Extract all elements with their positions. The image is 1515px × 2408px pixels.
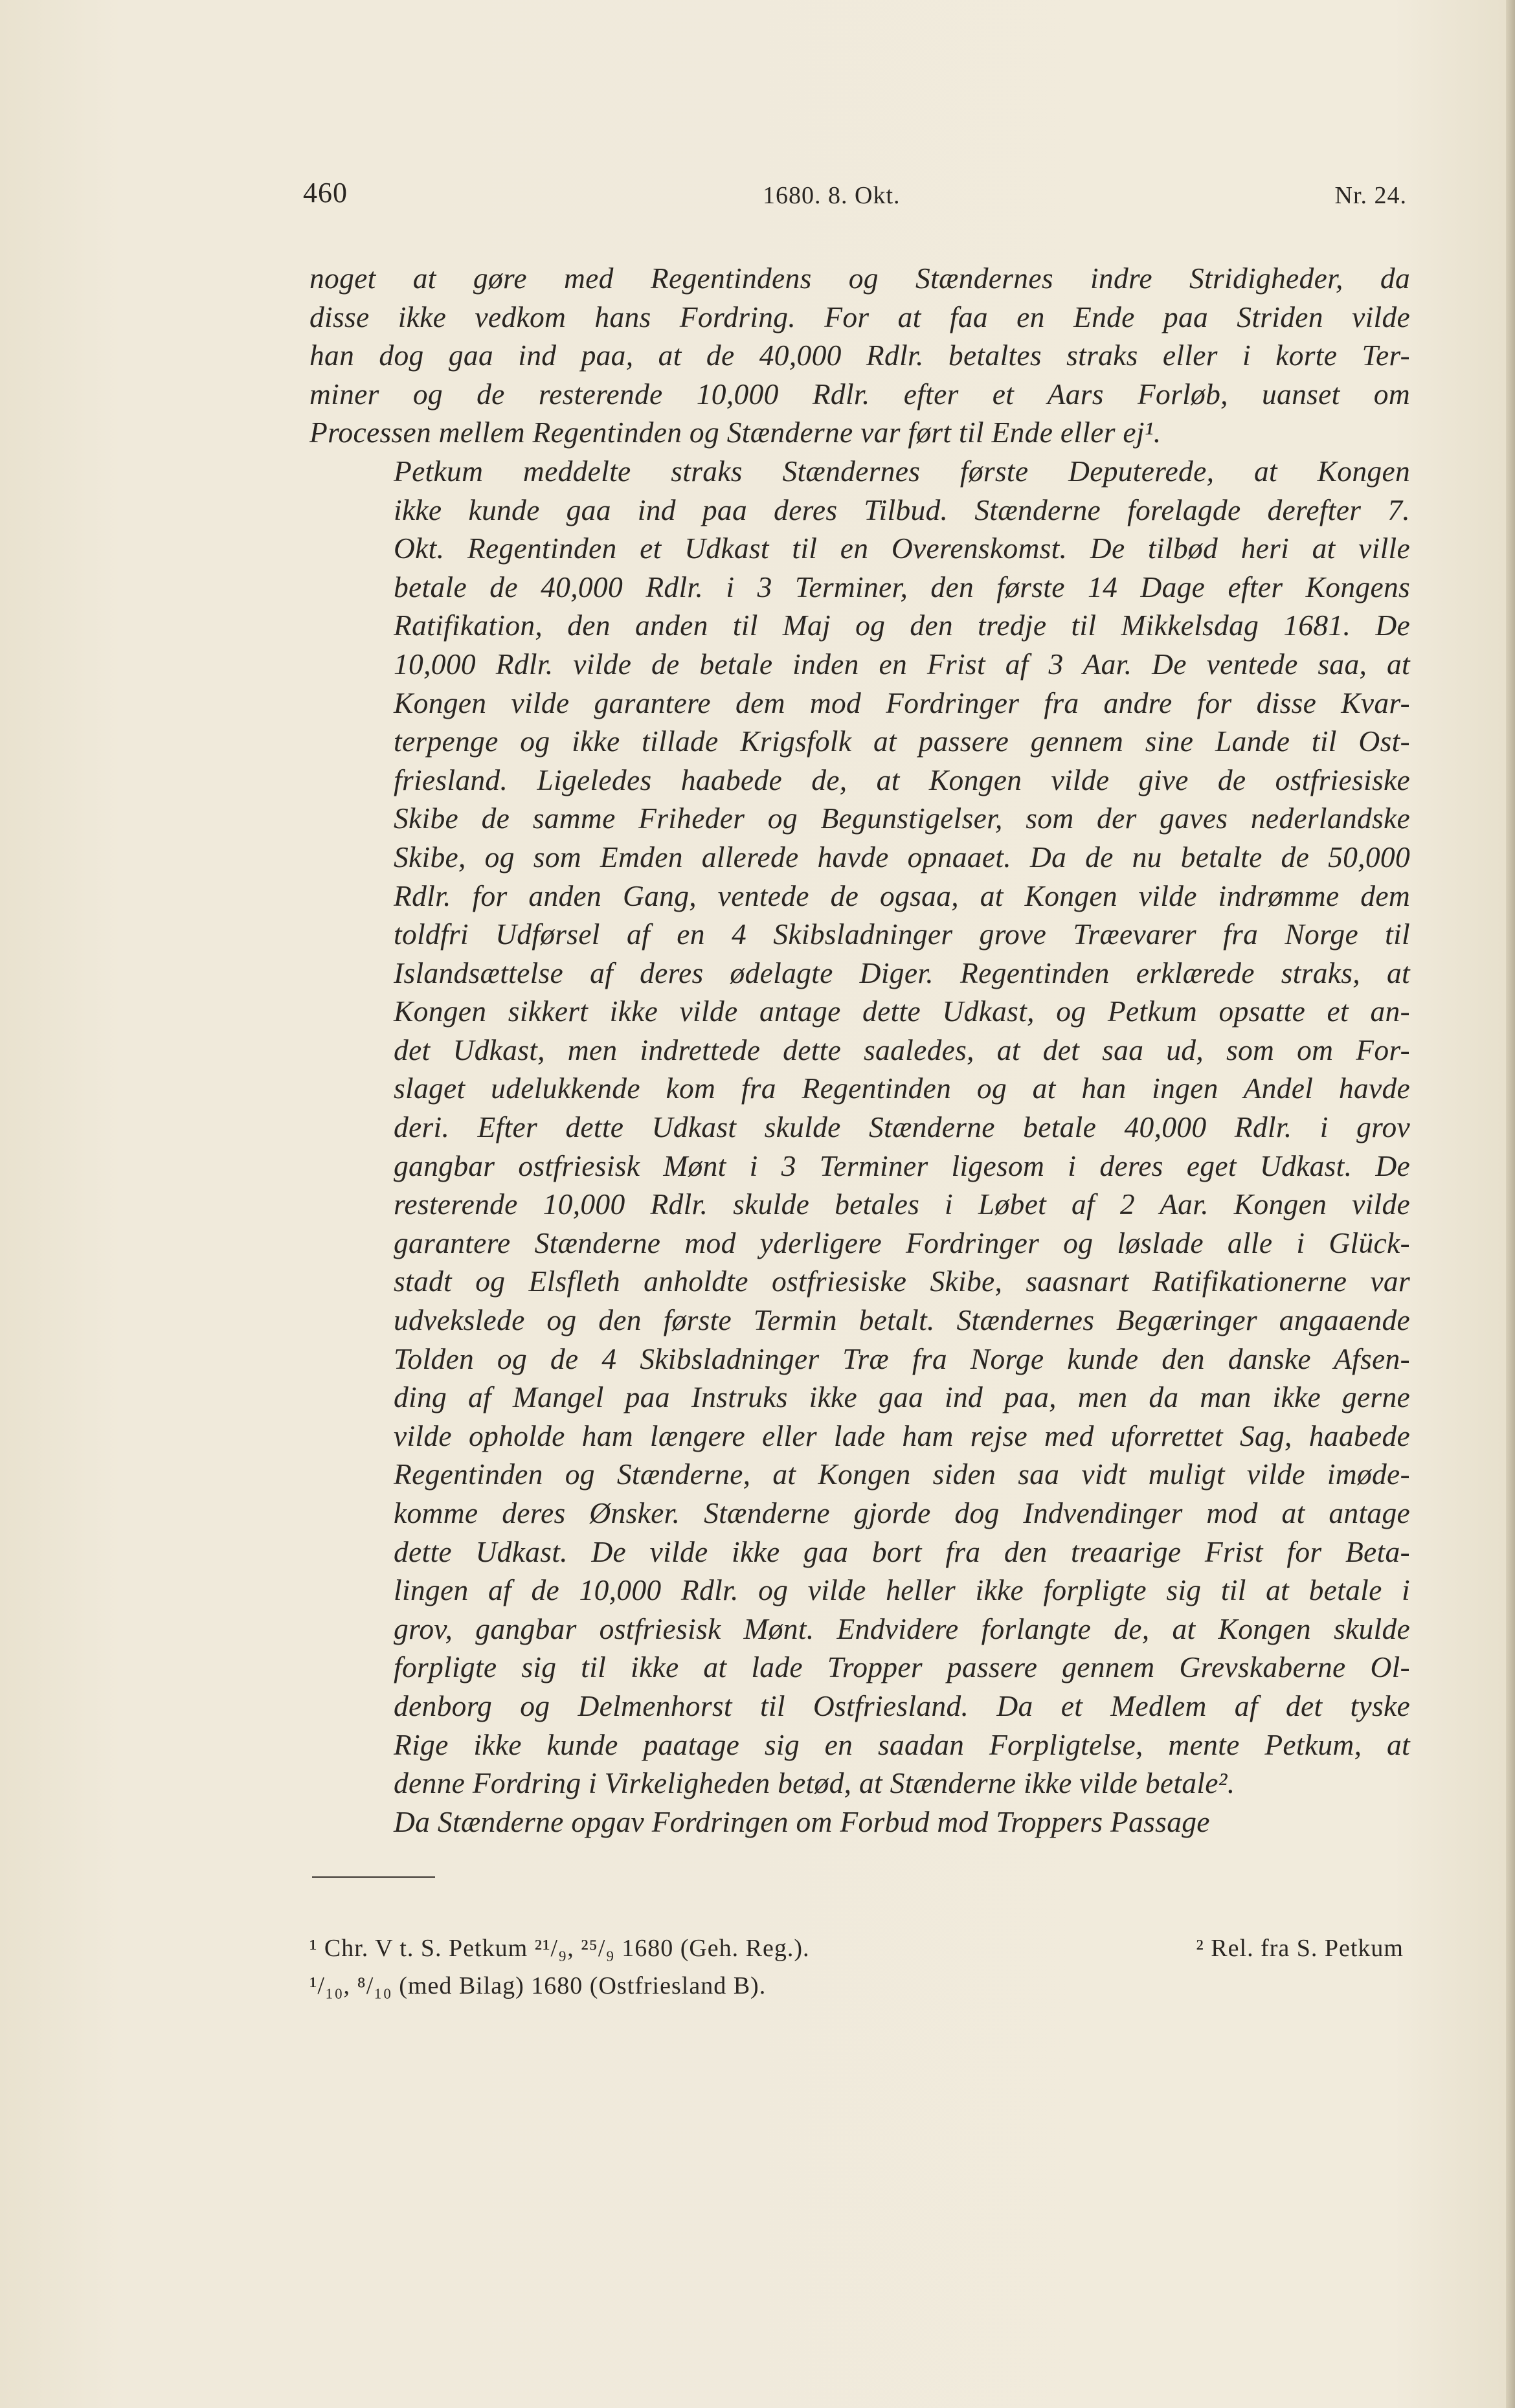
text-line: Processen mellem Regentinden og Stænderne var ført til Ende eller ej¹. bbox=[309, 416, 1162, 449]
text-line: Okt. Regentinden et Udkast til en Overenskomst. De tilbød heri at ville bbox=[394, 532, 1410, 565]
text-line: denne Fordring i Virkeligheden betød, at Stænderne ikke vilde betale². bbox=[394, 1766, 1235, 1800]
text-line: toldfri Udførsel af en 4 Skibsladninger grove Træevarer fra Norge til bbox=[394, 917, 1410, 951]
page-number: 460 bbox=[303, 177, 348, 208]
text-line: slaget udelukkende kom fra Regentinden og at han ingen Andel havde bbox=[394, 1072, 1410, 1105]
text-line: Ratifikation, den anden til Maj og den tredje til Mikkelsdag 1681. De bbox=[394, 609, 1410, 642]
text-line: Rige ikke kunde paatage sig en saadan Forpligtelse, mente Petkum, at bbox=[394, 1727, 1410, 1761]
text-line: det Udkast, men indrettede dette saaledes, at det saa ud, som om For- bbox=[394, 1033, 1410, 1066]
document-number: Nr. 24. bbox=[1334, 182, 1407, 209]
text-line: terpenge og ikke tillade Krigsfolk at passere gennem sine Lande til Ost- bbox=[394, 725, 1410, 758]
text-line: Regentinden og Stænderne, at Kongen siden saa vidt muligt vilde imøde- bbox=[394, 1457, 1410, 1491]
text-line: lingen af de 10,000 Rdlr. og vilde heller ikke forpligte sig til at betale i bbox=[394, 1573, 1410, 1607]
text-line: resterende 10,000 Rdlr. skulde betales i Løbet af 2 Aar. Kongen vilde bbox=[394, 1187, 1410, 1221]
text-line: disse ikke vedkom hans Fordring. For at faa en Ende paa Striden vilde bbox=[309, 300, 1410, 333]
footnote-2: ² Rel. fra S. Petkum bbox=[1196, 1935, 1404, 1962]
text-line: noget at gøre med Regentindens og Stændernes indre Stridigheder, da bbox=[309, 262, 1410, 295]
text-line: Skibe, og som Emden allerede havde opnaaet. Da de nu betalte de 50,000 bbox=[394, 840, 1410, 873]
text-line: Petkum meddelte straks Stændernes første Deputerede, at Kongen bbox=[394, 454, 1410, 488]
footnote-rule bbox=[312, 1876, 435, 1878]
text-line: miner og de resterende 10,000 Rdlr. efter et Aars Forløb, uanset om bbox=[309, 377, 1410, 411]
page-header bbox=[303, 176, 1407, 215]
text-line: komme deres Ønsker. Stænderne gjorde dog Indvendinger mod at antage bbox=[394, 1496, 1410, 1529]
text-line: Rdlr. for anden Gang, ventede de ogsaa, at Kongen vilde indrømme dem bbox=[394, 879, 1410, 912]
text-line: garantere Stænderne mod yderligere Fordringer og løslade alle i Glück- bbox=[394, 1226, 1410, 1259]
footnote-1-line-1: ¹ Chr. V t. S. Petkum ²¹/₉, ²⁵/₉ 1680 (Geh. Reg.). bbox=[309, 1935, 810, 1962]
text-line: grov, gangbar ostfriesisk Mønt. Endvidere forlangte de, at Kongen skulde bbox=[394, 1612, 1410, 1645]
text-line: ikke kunde gaa ind paa deres Tilbud. Stænderne forelagde derefter 7. bbox=[394, 493, 1410, 526]
text-line: dette Udkast. De vilde ikke gaa bort fra den treaarige Frist for Beta- bbox=[394, 1535, 1410, 1568]
text-line: Skibe de samme Friheder og Begunstigelser, som der gaves nederlandske bbox=[394, 802, 1410, 835]
text-line: deri. Efter dette Udkast skulde Stænderne betale 40,000 Rdlr. i grov bbox=[394, 1110, 1410, 1144]
paragraph-2 bbox=[309, 452, 1410, 1803]
text-line: vilde opholde ham længere eller lade ham rejse med uforrettet Sag, haabede bbox=[394, 1419, 1410, 1452]
page-edge bbox=[1506, 0, 1515, 2408]
footnote-1-line-2: ¹/₁₀, ⁸/₁₀ (med Bilag) 1680 (Ostfriesland B). bbox=[309, 1972, 767, 1999]
header-date: 1680. 8. Okt. bbox=[763, 182, 901, 209]
text-line: ding af Mangel paa Instruks ikke gaa ind paa, men da man ikke gerne bbox=[394, 1380, 1410, 1414]
text-line: friesland. Ligeledes haabede de, at Kongen vilde give de ostfriesiske bbox=[394, 763, 1410, 796]
text-line: gangbar ostfriesisk Mønt i 3 Terminer ligesom i deres eget Udkast. De bbox=[394, 1149, 1410, 1182]
text-line: han dog gaa ind paa, at de 40,000 Rdlr. betaltes straks eller i korte Ter- bbox=[309, 339, 1410, 372]
text-line: denborg og Delmenhorst til Ostfriesland. Da et Medlem af det tyske bbox=[394, 1689, 1410, 1722]
text-line: Kongen vilde garantere dem mod Fordringer fra andre for disse Kvar- bbox=[394, 686, 1410, 719]
text-line: Da Stænderne opgav Fordringen om Forbud mod Troppers Passage bbox=[394, 1805, 1210, 1838]
paragraph-3 bbox=[309, 1803, 1410, 1841]
text-line: Islandsættelse af deres ødelagte Diger. Regentinden erklærede straks, at bbox=[394, 956, 1410, 989]
text-line: udvekslede og den første Termin betalt. Stændernes Begæringer angaaende bbox=[394, 1303, 1410, 1337]
paragraph-1 bbox=[309, 259, 1410, 452]
footnotes bbox=[309, 1930, 1404, 2005]
text-line: 10,000 Rdlr. vilde de betale inden en Frist af 3 Aar. De ventede saa, at bbox=[394, 647, 1410, 681]
text-line: forpligte sig til ikke at lade Tropper passere gennem Grevskaberne Ol- bbox=[394, 1650, 1410, 1684]
text-line: Kongen sikkert ikke vilde antage dette Udkast, og Petkum opsatte et an- bbox=[394, 995, 1410, 1028]
text-line: betale de 40,000 Rdlr. i 3 Terminer, den første 14 Dage efter Kongens bbox=[394, 570, 1410, 603]
text-line: stadt og Elsfleth anholdte ostfriesiske Skibe, saasnart Ratifikationerne var bbox=[394, 1265, 1410, 1298]
body-text bbox=[309, 259, 1410, 1841]
text-line: Tolden og de 4 Skibsladninger Træ fra Norge kunde den danske Afsen- bbox=[394, 1342, 1410, 1375]
